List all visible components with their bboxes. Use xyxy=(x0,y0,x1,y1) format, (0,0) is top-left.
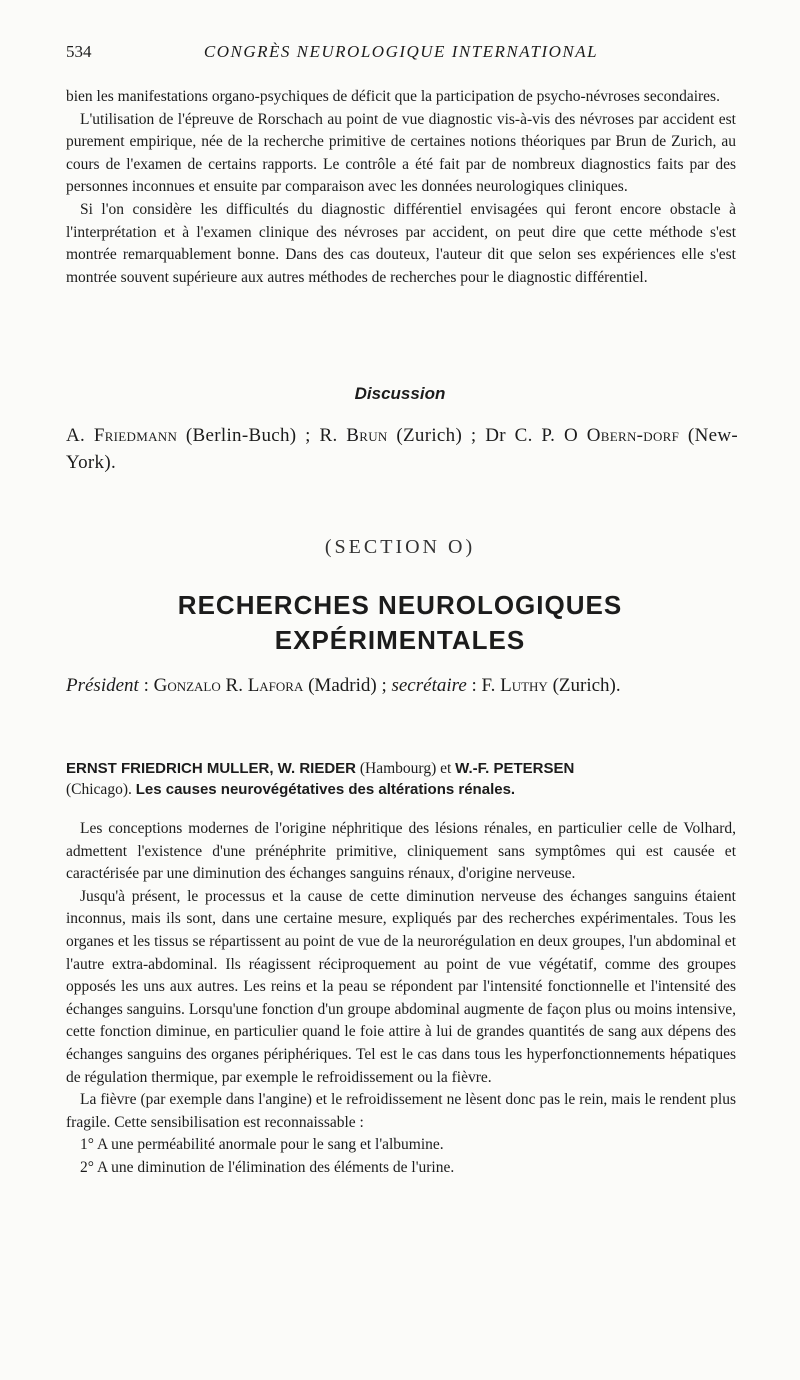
discussant-list xyxy=(66,422,738,476)
paper-authors: W.-F. PETERSEN xyxy=(455,760,575,777)
section-label: (SECTION O) xyxy=(324,536,476,558)
section-title xyxy=(0,588,800,658)
separator: : xyxy=(466,675,482,696)
paragraph: Si l'on considère les difficultés du diagnostic différentiel envisagées qui feront encore obstacle à l'interprétation et à l'examen clinique des névroses par accident, on peut dire que cette méthode s'est montrée remarquablement bonne. Dans des cas douteux, l'auteur dit que selon ses expériences elle s'est montrée souvent supérieure aux autres méthodes de recherches pour le diagnostic différentiel. xyxy=(66,200,736,286)
discussant-city: (Zurich) ; xyxy=(387,425,486,446)
paragraph: Les conceptions modernes de l'origine néphritique des lésions rénales, en particulier celle de Volhard, admettent l'existence d'une prénéphrite primitive, cliniquement sans symptômes qui est causée et caractérisée par une diminution des échanges sanguins rénaux, d'origine nerveuse. xyxy=(66,820,736,883)
president-name: Gonzalo R. Lafora xyxy=(153,675,304,696)
section-title-line: EXPÉRIMENTALES xyxy=(274,625,526,655)
president-label: Président xyxy=(66,675,139,696)
list-item: 2° A une diminution de l'élimination des éléments de l'urine. xyxy=(80,1158,455,1176)
secretary-city: (Zurich). xyxy=(547,675,621,696)
president-city: (Madrid) ; xyxy=(303,675,392,696)
secretary-label: secrétaire xyxy=(391,675,467,696)
discussant-name: A. Friedmann xyxy=(66,425,178,446)
paper-author-city: (Chicago). xyxy=(66,781,136,798)
separator: : xyxy=(138,675,154,696)
paper-header xyxy=(66,758,738,800)
list-item: 1° A une perméabilité anormale pour le sang et l'albumine. xyxy=(80,1136,444,1154)
discussant-title: Dr xyxy=(485,425,515,446)
paper-author-city: (Hambourg) et xyxy=(356,760,456,777)
section-title-line: RECHERCHES NEUROLOGIQUES xyxy=(177,590,623,620)
discussant-name: R. Brun xyxy=(319,425,388,446)
paragraph: Jusqu'à présent, le processus et la cause de cette diminution nerveuse des échanges sanguins étaient inconnus, mais ils sont, dans une certaine mesure, expliqués par des recherches expérimentales. Tous les organes et les tissus se répartissent au point de vue de la neurorégulation en deux groupes, l'un abdominal et l'autre extra-abdominal. Ils réagissent réciproquement au point de vue végétatif, comme des groupes opposés les uns aux autres. Les reins et la peau se répondent par l'intensité fonctionnelle et l'intensité des échanges sanguins. Lorsqu'une fonction d'un groupe abdominal augmente de façon plus ou moins intensive, cette fonction diminue, en particulier quand le foie attire à lui de grandes quantités de sang aux dépens des échanges sanguins des organes périphériques. Tel est le cas dans tous les hyperfonctionnements hépatiques de régulation thermique, par exemple le refroidissement ou la fièvre. xyxy=(66,887,736,1086)
page-number: 534 xyxy=(66,42,92,61)
paper-title: Les causes neurovégétatives des altérations rénales. xyxy=(135,781,516,798)
top-text-block xyxy=(66,86,736,289)
discussant-city: (Berlin-Buch) ; xyxy=(177,425,320,446)
paragraph: La fièvre (par exemple dans l'angine) et le refroidissement ne lèsent donc pas le rein, mais le rendent plus fragile. Cette sensibilisation est reconnaissable : xyxy=(66,1091,736,1131)
section-officers xyxy=(66,672,738,700)
paragraph: L'utilisation de l'épreuve de Rorschach au point de vue diagnostic vis-à-vis des névroses par accident est purement empirique, née de la recherche primitive de certaines notions théoriques par Brun de Zurich, au cours de l'examen de certains rapports. Le contrôle a été fait par de nombreux diagnostics faits par des personnes inconnues et ensuite par comparaison avec les données neurologiques cliniques. xyxy=(66,110,736,196)
running-head xyxy=(66,42,736,66)
paragraph: bien les manifestations organo-psychiques de déficit que la participation de psycho-névroses secondaires. xyxy=(66,88,720,105)
paper-text-block xyxy=(66,818,736,1180)
secretary-name: F. Luthy xyxy=(481,675,548,696)
discussant-name: C. P. O Obern-dorf xyxy=(514,425,680,446)
discussant-city: (New-York). xyxy=(66,425,738,473)
discussion-heading: Discussion xyxy=(354,384,446,403)
running-title: CONGRÈS NEUROLOGIQUE INTERNATIONAL xyxy=(203,42,599,61)
paper-authors: ERNST FRIEDRICH MULLER, W. RIEDER xyxy=(66,760,357,777)
